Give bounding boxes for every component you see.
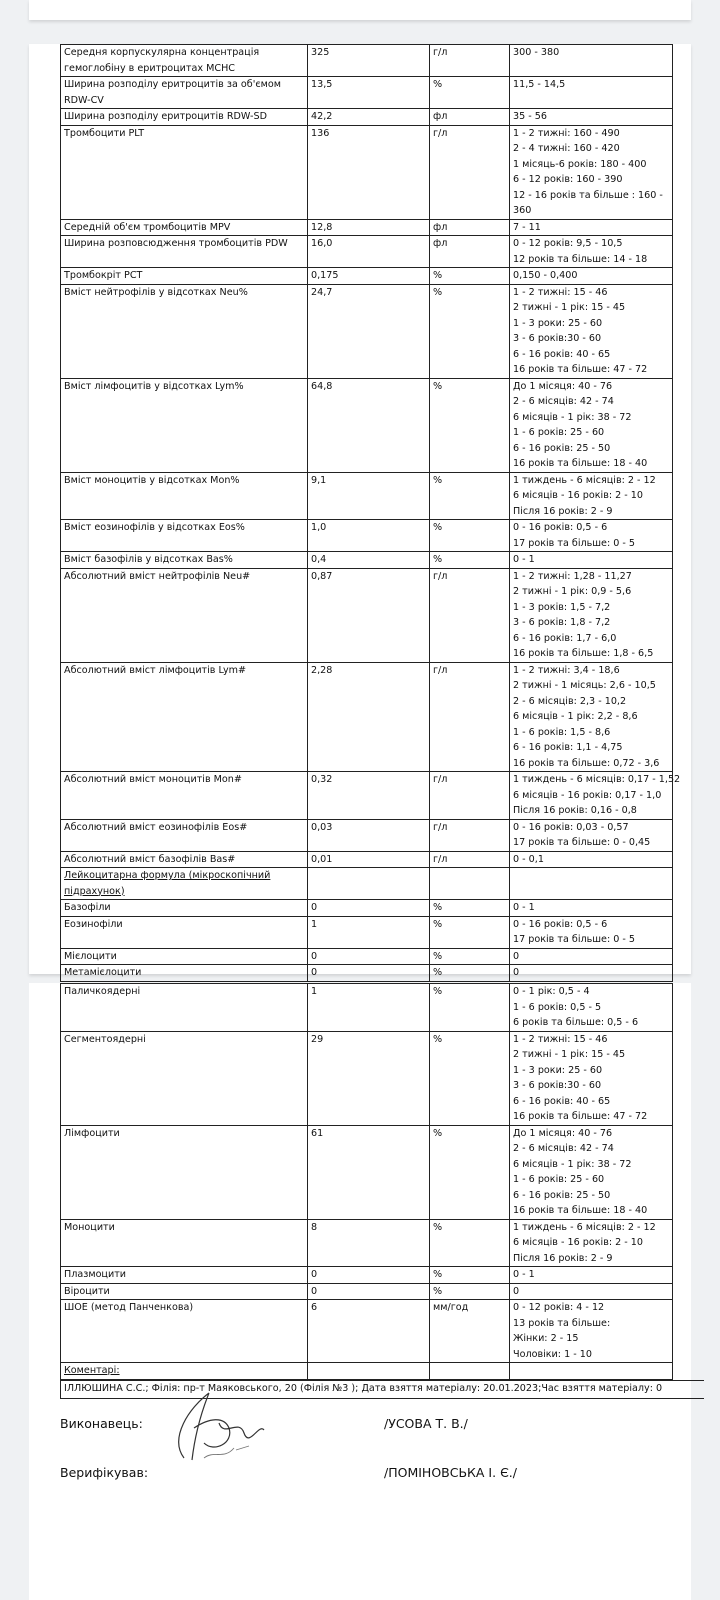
reference-line: 6 - 12 років: 160 - 390 <box>513 174 623 185</box>
reference-line: 6 місяців - 16 років: 2 - 10 <box>513 490 643 501</box>
reference-line: 2 тижні - 1 рік: 0,9 - 5,6 <box>513 586 632 597</box>
reference-line: 0 - 1 <box>513 902 535 913</box>
reference-line: 1 місяць-6 років: 180 - 400 <box>513 158 647 170</box>
reference-line: 0 - 1 рік: 0,5 - 4 <box>513 986 590 997</box>
table-row <box>61 125 673 219</box>
test-unit: г/л <box>430 662 510 772</box>
reference-range <box>510 284 673 378</box>
reference-line: 1 тиждень - 6 місяців: 2 - 12 <box>513 474 656 486</box>
reference-range <box>510 662 673 772</box>
test-name: Ширина розподілу еритроцитів RDW-SD <box>61 109 308 126</box>
test-unit: г/л <box>430 851 510 868</box>
reference-range <box>510 125 673 219</box>
test-name: Вміст лімфоцитів у відсотках Lym% <box>61 378 308 472</box>
test-name: Вміст нейтрофілів у відсотках Neu% <box>61 284 308 378</box>
reference-range <box>510 268 673 285</box>
test-value: 0,87 <box>308 568 430 662</box>
reference-range <box>510 851 673 868</box>
performer-label: Виконавець: <box>60 1416 143 1431</box>
table-row <box>61 900 673 917</box>
table-row <box>61 851 673 868</box>
test-value: 0,4 <box>308 552 430 569</box>
test-name: Еозинофіли <box>61 916 308 948</box>
reference-line: 0 - 0,1 <box>513 853 544 865</box>
reference-line: 17 років та більше: 0 - 5 <box>513 537 635 549</box>
test-value: 61 <box>308 1125 430 1219</box>
test-name: Моноцити <box>61 1219 308 1267</box>
test-value: 0 <box>308 900 430 917</box>
test-value: 29 <box>308 1031 430 1125</box>
verifier-label: Верифікував: <box>60 1465 149 1480</box>
reference-line: 1 - 6 років: 25 - 60 <box>513 1174 605 1185</box>
test-unit: г/л <box>430 45 510 77</box>
test-name: Абсолютний вміст лімфоцитів Lym# <box>61 662 308 772</box>
test-value: 12,8 <box>308 219 430 236</box>
test-value: 13,5 <box>308 77 430 109</box>
table-row <box>61 662 673 772</box>
test-name: Ширина розподілу еритроцитів за об'ємом RDW-CV <box>61 77 308 109</box>
reference-line: 2 - 6 місяців: 2,3 - 10,2 <box>513 695 627 707</box>
table-row <box>61 219 673 236</box>
reference-line: 1 тиждень - 6 місяців: 2 - 12 <box>513 1221 656 1233</box>
test-name: Абсолютний вміст базофілів Bas# <box>61 851 308 868</box>
reference-line: 1 тиждень - 6 місяців: 0,17 - 1,52 <box>513 774 681 785</box>
table-row <box>61 1283 673 1300</box>
test-unit: фл <box>430 219 510 236</box>
reference-line: 0 - 1 <box>513 554 535 565</box>
table-row <box>61 77 673 109</box>
reference-line: 2 тижні - 1 рік: 15 - 45 <box>513 302 626 313</box>
reference-range <box>510 1283 673 1300</box>
table-row <box>61 819 673 851</box>
comments-row <box>61 1363 673 1380</box>
reference-range <box>510 819 673 851</box>
test-name: Тромбоцити PLT <box>61 125 308 219</box>
test-name: Абсолютний вміст еозинофілів Eos# <box>61 819 308 851</box>
test-unit: % <box>430 268 510 285</box>
test-value: 0,175 <box>308 268 430 285</box>
reference-range <box>510 568 673 662</box>
reference-line: 300 - 380 <box>513 47 560 58</box>
table-row <box>61 984 673 1032</box>
reference-range <box>510 772 681 820</box>
reference-range <box>510 552 673 569</box>
reference-line: 0 - 12 років: 9,5 - 10,5 <box>513 238 623 249</box>
reference-line: 1 - 2 тижні: 3,4 - 18,6 <box>513 664 620 676</box>
reference-line: 2 тижні - 1 рік: 15 - 45 <box>513 1049 626 1060</box>
test-name: Вміст моноцитів у відсотках Mon% <box>61 472 308 520</box>
table-row <box>61 1267 673 1284</box>
test-value: 136 <box>308 125 430 219</box>
test-value: 42,2 <box>308 109 430 126</box>
reference-line: 7 - 11 <box>513 221 541 233</box>
reference-range <box>510 916 673 948</box>
reference-line: 6 - 16 років: 40 - 65 <box>513 1095 611 1107</box>
reference-range <box>510 1125 673 1219</box>
test-unit: % <box>430 965 510 982</box>
reference-line: Чоловіки: 1 - 10 <box>513 1348 592 1360</box>
results-table-page-2 <box>60 983 673 1380</box>
table-row <box>61 268 673 285</box>
test-name: Абсолютний вміст нейтрофілів Neu# <box>61 568 308 662</box>
test-unit: % <box>430 77 510 109</box>
test-unit: % <box>430 378 510 472</box>
section-heading: Лейкоцитарна формула (мікроскопічний підрахунок) <box>61 868 308 900</box>
reference-line: 6 місяців - 1 рік: 38 - 72 <box>513 411 632 423</box>
reference-range <box>510 1219 673 1267</box>
reference-line: 0 - 16 років: 0,03 - 0,57 <box>513 821 629 833</box>
reference-range <box>510 868 673 900</box>
test-value: 6 <box>308 1300 430 1363</box>
table-row <box>61 1031 673 1125</box>
reference-line: Після 16 років: 2 - 9 <box>513 1252 613 1264</box>
test-value: 0,03 <box>308 819 430 851</box>
test-unit: % <box>430 284 510 378</box>
reference-line: 6 місяців - 1 рік: 38 - 72 <box>513 1158 632 1170</box>
previous-page-fragment <box>29 0 691 20</box>
reference-line: Після 16 років: 0,16 - 0,8 <box>513 805 637 816</box>
test-name: Ширина розповсюдження тромбоцитів PDW <box>61 236 308 268</box>
test-value: 0,32 <box>308 772 430 820</box>
reference-line: До 1 місяця: 40 - 76 <box>513 1127 613 1139</box>
table-row <box>61 552 673 569</box>
reference-line: 16 років та більше: 47 - 72 <box>513 1111 648 1122</box>
reference-line: 6 - 16 років: 1,7 - 6,0 <box>513 632 617 644</box>
test-value: 1 <box>308 984 430 1032</box>
test-value: 0 <box>308 948 430 965</box>
reference-range <box>510 219 673 236</box>
reference-line: 360 <box>513 205 532 216</box>
reference-line: 1 - 6 років: 25 - 60 <box>513 427 605 438</box>
reference-line: 1 - 3 роки: 25 - 60 <box>513 1064 603 1076</box>
reference-line: 12 років та більше: 14 - 18 <box>513 253 648 265</box>
test-unit: % <box>430 916 510 948</box>
reference-line: 16 років та більше: 47 - 72 <box>513 364 648 375</box>
test-value: 1 <box>308 916 430 948</box>
reference-line: 3 - 6 років:30 - 60 <box>513 333 602 344</box>
test-unit: % <box>430 1219 510 1267</box>
reference-line: 17 років та більше: 0 - 5 <box>513 934 635 945</box>
test-name: Середній об'єм тромбоцитів MPV <box>61 219 308 236</box>
table-row <box>61 284 673 378</box>
test-value: 325 <box>308 45 430 77</box>
table-row <box>61 520 673 552</box>
test-unit: г/л <box>430 772 510 820</box>
test-value: 16,0 <box>308 236 430 268</box>
test-name: Вміст базофілів у відсотках Bas% <box>61 552 308 569</box>
table-row <box>61 568 673 662</box>
table-row <box>61 772 673 820</box>
reference-range <box>510 378 673 472</box>
table-row <box>61 868 673 900</box>
reference-line: До 1 місяця: 40 - 76 <box>513 380 613 392</box>
reference-line: 1 - 2 тижні: 15 - 46 <box>513 1033 608 1045</box>
reference-line: 1 - 3 років: 1,5 - 7,2 <box>513 601 611 613</box>
reference-line: 0,150 - 0,400 <box>513 270 578 281</box>
reference-line: 1 - 2 тижні: 15 - 46 <box>513 286 608 298</box>
reference-range <box>510 1267 673 1284</box>
reference-range <box>510 1031 673 1125</box>
reference-line: 6 місяців - 16 років: 2 - 10 <box>513 1237 643 1248</box>
test-value: 0,01 <box>308 851 430 868</box>
reference-line: 6 - 16 років: 40 - 65 <box>513 348 611 360</box>
test-name: Мієлоцити <box>61 948 308 965</box>
test-value: 1,0 <box>308 520 430 552</box>
reference-line: 11,5 - 14,5 <box>513 79 566 90</box>
test-unit <box>430 868 510 900</box>
test-unit: мм/год <box>430 1300 510 1363</box>
test-unit: г/л <box>430 125 510 219</box>
reference-range <box>510 965 673 982</box>
reference-line: 1 - 2 тижні: 160 - 490 <box>513 127 620 139</box>
reference-line: 0 - 1 <box>513 1269 535 1280</box>
reference-line: 12 - 16 років та більше : 160 - <box>513 189 663 201</box>
table-row <box>61 1125 673 1219</box>
test-unit: г/л <box>430 568 510 662</box>
reference-range <box>510 45 673 77</box>
test-name: Плазмоцити <box>61 1267 308 1284</box>
table-row <box>61 916 673 948</box>
reference-line: 6 місяців - 16 років: 0,17 - 1,0 <box>513 789 662 801</box>
test-unit: % <box>430 900 510 917</box>
test-unit: % <box>430 1031 510 1125</box>
test-value: 0 <box>308 1267 430 1284</box>
reference-range <box>510 236 673 268</box>
reference-line: 16 років та більше: 18 - 40 <box>513 1205 648 1216</box>
test-value: 64,8 <box>308 378 430 472</box>
reference-line: 6 - 16 років: 1,1 - 4,75 <box>513 742 623 753</box>
reference-range <box>510 109 673 126</box>
test-value: 2,28 <box>308 662 430 772</box>
reference-line: 6 місяців - 1 рік: 2,2 - 8,6 <box>513 711 638 722</box>
reference-line: Жінки: 2 - 15 <box>513 1333 579 1344</box>
test-value: 8 <box>308 1219 430 1267</box>
test-name: Метамієлоцити <box>61 965 308 982</box>
reference-line: 2 - 6 місяців: 42 - 74 <box>513 1143 614 1154</box>
test-name: Віроцити <box>61 1283 308 1300</box>
reference-line: 0 <box>513 967 520 978</box>
reference-line: 0 <box>513 1285 520 1297</box>
reference-line: 1 - 6 років: 1,5 - 8,6 <box>513 726 611 738</box>
test-unit: % <box>430 1283 510 1300</box>
table-row <box>61 948 673 965</box>
reference-line: 1 - 6 років: 0,5 - 5 <box>513 1001 602 1013</box>
reference-line: 16 років та більше: 0,72 - 3,6 <box>513 757 660 769</box>
test-name: Абсолютний вміст моноцитів Mon# <box>61 772 308 820</box>
test-unit: % <box>430 552 510 569</box>
reference-range <box>510 984 673 1032</box>
performer-name: /УСОВА Т. В./ <box>384 1416 468 1431</box>
test-value: 0 <box>308 965 430 982</box>
test-unit: % <box>430 948 510 965</box>
test-unit: фл <box>430 109 510 126</box>
table-row <box>61 236 673 268</box>
test-name: Вміст еозинофілів у відсотках Eos% <box>61 520 308 552</box>
test-value: 24,7 <box>308 284 430 378</box>
table-row <box>61 45 673 77</box>
reference-line: 16 років та більше: 18 - 40 <box>513 458 648 469</box>
reference-line: 17 років та більше: 0 - 0,45 <box>513 837 651 848</box>
reference-line: 6 - 16 років: 25 - 50 <box>513 1189 611 1201</box>
table-row <box>61 965 673 982</box>
reference-line: 2 - 4 тижні: 160 - 420 <box>513 143 620 154</box>
test-unit: % <box>430 520 510 552</box>
reference-line: 1 - 3 роки: 25 - 60 <box>513 317 603 329</box>
test-unit: г/л <box>430 819 510 851</box>
reference-line: 2 тижні - 1 місяць: 2,6 - 10,5 <box>513 680 656 691</box>
reference-line: 0 - 16 років: 0,5 - 6 <box>513 522 608 533</box>
test-unit: % <box>430 472 510 520</box>
test-unit: % <box>430 1267 510 1284</box>
report-page-2 <box>29 983 691 1600</box>
reference-range <box>510 520 673 552</box>
results-table-page-1 <box>60 44 681 982</box>
table-row <box>61 378 673 472</box>
reference-range <box>510 1300 673 1363</box>
reference-line: 35 - 56 <box>513 111 547 122</box>
reference-line: 1 - 2 тижні: 1,28 - 11,27 <box>513 570 632 582</box>
verifier-name: /ПОМІНОВСЬКА І. Є./ <box>384 1465 517 1480</box>
table-row <box>61 472 673 520</box>
reference-range <box>510 77 673 109</box>
test-value: 0 <box>308 1283 430 1300</box>
table-row <box>61 1219 673 1267</box>
test-name: Тромбокріт PCT <box>61 268 308 285</box>
reference-line: 3 - 6 років:30 - 60 <box>513 1080 602 1091</box>
reference-line: 0 - 12 років: 4 - 12 <box>513 1302 605 1313</box>
test-name: Лімфоцити <box>61 1125 308 1219</box>
test-name: Сегментоядерні <box>61 1031 308 1125</box>
test-name: ШОЕ (метод Панченкова) <box>61 1300 308 1363</box>
handwritten-signature-icon <box>164 1388 274 1468</box>
reference-range <box>510 948 673 965</box>
test-unit: фл <box>430 236 510 268</box>
reference-line: 6 років та більше: 0,5 - 6 <box>513 1017 639 1028</box>
sample-info-line: ІЛЛЮШИНА С.С.; Філія: пр-т Маяковського, 20 (Філія №3 ); Дата взяття матеріалу: 20.01.2023;Час взяття матеріалу: 0 <box>60 1380 704 1399</box>
test-unit: % <box>430 984 510 1032</box>
reference-line: 13 років та більше: <box>513 1317 611 1329</box>
reference-line: 3 - 6 років: 1,8 - 7,2 <box>513 617 611 628</box>
test-name: Паличкоядерні <box>61 984 308 1032</box>
test-name: Базофіли <box>61 900 308 917</box>
reference-range <box>510 900 673 917</box>
report-page-1 <box>29 44 691 978</box>
table-row <box>61 1300 673 1363</box>
test-value: 9,1 <box>308 472 430 520</box>
test-value <box>308 868 430 900</box>
reference-line: 2 - 6 місяців: 42 - 74 <box>513 396 614 407</box>
test-unit: % <box>430 1125 510 1219</box>
comments-label: Коментарі: <box>61 1363 308 1380</box>
test-name: Середня корпускулярна концентрація гемоглобіну в еритроцитах MCHC <box>61 45 308 77</box>
reference-range <box>510 472 673 520</box>
table-row <box>61 109 673 126</box>
reference-line: 0 - 16 років: 0,5 - 6 <box>513 918 608 930</box>
reference-line: 6 - 16 років: 25 - 50 <box>513 442 611 454</box>
reference-line: 16 років та більше: 1,8 - 6,5 <box>513 648 654 659</box>
reference-line: 0 <box>513 950 520 962</box>
reference-line: Після 16 років: 2 - 9 <box>513 505 613 517</box>
